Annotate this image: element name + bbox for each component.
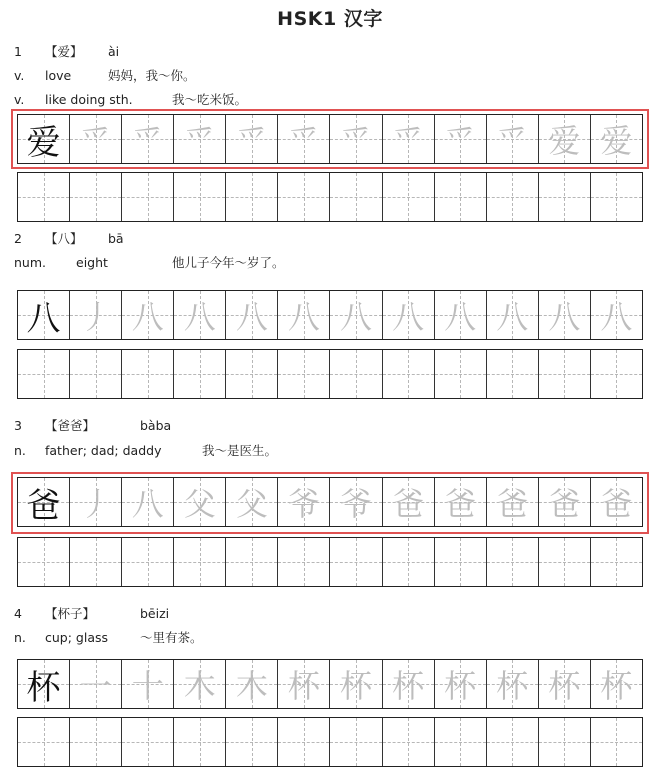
stroke-step-glyph: 爫 (131, 122, 164, 160)
part-of-speech: n. (14, 630, 26, 645)
practice-cell[interactable] (539, 718, 591, 766)
example-sentence: 妈妈，我～你。 (108, 68, 196, 83)
model-character-cell (18, 291, 70, 339)
practice-cell[interactable] (70, 173, 122, 221)
stroke-step-cell (278, 478, 330, 526)
stroke-step-glyph: 丿 (79, 298, 112, 336)
model-character: 八 (26, 298, 61, 339)
practice-cell[interactable] (383, 173, 435, 221)
stroke-order-grid (17, 477, 643, 527)
stroke-step-cell (70, 115, 122, 163)
example-sentence: 我～吃米饭。 (172, 92, 248, 107)
entry-pinyin: bàba (140, 418, 172, 433)
practice-cell[interactable] (330, 718, 382, 766)
practice-cell[interactable] (70, 538, 122, 586)
stroke-step-cell (539, 478, 591, 526)
stroke-step-cell (330, 291, 382, 339)
stroke-step-glyph: 爫 (392, 122, 425, 160)
practice-cell[interactable] (226, 538, 278, 586)
stroke-step-glyph: 杯 (287, 667, 320, 705)
practice-cell[interactable] (174, 350, 226, 398)
practice-cell[interactable] (18, 350, 70, 398)
practice-cell[interactable] (487, 173, 539, 221)
model-character-cell (18, 660, 70, 708)
stroke-step-glyph: 父 (235, 485, 268, 523)
stroke-step-cell (487, 660, 539, 708)
stroke-order-grid (17, 659, 643, 709)
practice-grid (17, 537, 643, 587)
practice-cell[interactable] (122, 718, 174, 766)
stroke-step-cell (226, 291, 278, 339)
practice-grid (17, 349, 643, 399)
stroke-step-cell (591, 115, 642, 163)
entry-headword: 【爱】 (45, 44, 83, 59)
stroke-step-glyph: 木 (183, 667, 216, 705)
stroke-step-cell (383, 291, 435, 339)
part-of-speech: num. (14, 255, 46, 270)
practice-cell[interactable] (330, 350, 382, 398)
stroke-step-cell (487, 291, 539, 339)
practice-cell[interactable] (18, 718, 70, 766)
practice-cell[interactable] (226, 718, 278, 766)
stroke-step-glyph: 爫 (496, 122, 529, 160)
stroke-step-cell (278, 660, 330, 708)
entry-pinyin: ài (108, 44, 120, 59)
stroke-step-glyph: 爱 (600, 122, 633, 160)
entry-headword: 【八】 (45, 231, 83, 246)
stroke-step-glyph: 杯 (548, 667, 581, 705)
stroke-step-glyph: 爫 (235, 122, 268, 160)
stroke-step-cell (487, 115, 539, 163)
stroke-step-cell (226, 478, 278, 526)
stroke-step-cell (122, 291, 174, 339)
practice-cell[interactable] (174, 538, 226, 586)
stroke-step-cell (435, 660, 487, 708)
entry-headword: 【杯子】 (45, 606, 96, 621)
practice-cell[interactable] (487, 538, 539, 586)
stroke-step-cell (174, 660, 226, 708)
stroke-step-cell (591, 291, 642, 339)
stroke-step-cell (539, 115, 591, 163)
practice-cell[interactable] (174, 173, 226, 221)
stroke-step-cell (278, 115, 330, 163)
stroke-step-glyph: 八 (235, 298, 268, 336)
stroke-step-cell (539, 291, 591, 339)
stroke-step-glyph: 爸 (600, 485, 633, 523)
stroke-step-cell (70, 660, 122, 708)
stroke-step-cell (174, 115, 226, 163)
stroke-step-glyph: 十 (131, 667, 164, 705)
stroke-step-glyph: 爫 (79, 122, 112, 160)
practice-cell[interactable] (122, 538, 174, 586)
practice-cell[interactable] (435, 350, 487, 398)
stroke-step-glyph: 八 (444, 298, 477, 336)
practice-cell[interactable] (122, 173, 174, 221)
stroke-step-glyph: 爸 (444, 485, 477, 523)
stroke-step-cell (174, 478, 226, 526)
example-sentence: 他儿子今年～岁了。 (172, 255, 285, 270)
practice-cell[interactable] (591, 718, 642, 766)
stroke-step-glyph: 八 (287, 298, 320, 336)
practice-cell[interactable] (278, 538, 330, 586)
entry-number: 1 (14, 44, 22, 59)
entry-number: 3 (14, 418, 22, 433)
stroke-step-cell (539, 660, 591, 708)
practice-cell[interactable] (435, 173, 487, 221)
practice-cell[interactable] (539, 173, 591, 221)
stroke-step-cell (487, 478, 539, 526)
stroke-order-grid (17, 290, 643, 340)
practice-cell[interactable] (70, 350, 122, 398)
practice-cell[interactable] (18, 538, 70, 586)
stroke-step-cell (122, 660, 174, 708)
part-of-speech: v. (14, 92, 25, 107)
english-meaning: love (45, 68, 72, 83)
stroke-step-glyph: 八 (600, 298, 633, 336)
stroke-step-glyph: 杯 (600, 667, 633, 705)
stroke-step-cell (435, 291, 487, 339)
stroke-step-cell (591, 660, 642, 708)
stroke-step-glyph: 爸 (496, 485, 529, 523)
stroke-step-glyph: 八 (392, 298, 425, 336)
stroke-step-cell (330, 478, 382, 526)
stroke-step-cell (383, 660, 435, 708)
practice-cell[interactable] (330, 173, 382, 221)
practice-cell[interactable] (18, 173, 70, 221)
practice-cell[interactable] (278, 350, 330, 398)
stroke-step-cell (435, 115, 487, 163)
stroke-step-glyph: 杯 (496, 667, 529, 705)
stroke-step-glyph: 爷 (287, 485, 320, 523)
entry-number: 2 (14, 231, 22, 246)
stroke-step-cell (330, 660, 382, 708)
stroke-step-glyph: 爸 (548, 485, 581, 523)
stroke-step-cell (278, 291, 330, 339)
stroke-step-cell (70, 291, 122, 339)
stroke-step-glyph: 一 (79, 667, 112, 705)
english-meaning: like doing sth. (45, 92, 133, 107)
practice-cell[interactable] (383, 538, 435, 586)
practice-cell[interactable] (174, 718, 226, 766)
example-sentence: ～里有茶。 (140, 630, 203, 645)
practice-cell[interactable] (435, 718, 487, 766)
practice-cell[interactable] (487, 718, 539, 766)
practice-cell[interactable] (591, 173, 642, 221)
practice-cell[interactable] (591, 350, 642, 398)
practice-grid (17, 172, 643, 222)
english-meaning: father; dad; daddy (45, 443, 162, 458)
stroke-step-cell (383, 478, 435, 526)
stroke-order-grid (17, 114, 643, 164)
stroke-step-glyph: 爫 (287, 122, 320, 160)
practice-cell[interactable] (330, 538, 382, 586)
stroke-step-glyph: 八 (340, 298, 373, 336)
stroke-step-glyph: 爷 (340, 485, 373, 523)
stroke-step-cell (435, 478, 487, 526)
stroke-step-cell (226, 115, 278, 163)
stroke-step-glyph: 八 (183, 298, 216, 336)
stroke-step-glyph: 杯 (392, 667, 425, 705)
model-character-cell (18, 115, 70, 163)
entry-number: 4 (14, 606, 22, 621)
stroke-step-glyph: 木 (235, 667, 268, 705)
stroke-step-cell (383, 115, 435, 163)
part-of-speech: v. (14, 68, 25, 83)
model-character: 杯 (26, 667, 61, 708)
practice-cell[interactable] (539, 350, 591, 398)
stroke-step-glyph: 杯 (340, 667, 373, 705)
english-meaning: eight (76, 255, 108, 270)
stroke-step-glyph: 杯 (444, 667, 477, 705)
practice-cell[interactable] (435, 538, 487, 586)
practice-cell[interactable] (539, 538, 591, 586)
model-character: 爱 (26, 122, 61, 163)
practice-cell[interactable] (226, 173, 278, 221)
stroke-step-cell (330, 115, 382, 163)
stroke-step-glyph: 爱 (548, 122, 581, 160)
entry-pinyin: bēizi (140, 606, 170, 621)
page-title: HSK1 汉字 (277, 8, 383, 30)
model-character-cell (18, 478, 70, 526)
stroke-step-glyph: 爫 (183, 122, 216, 160)
stroke-step-glyph: 八 (548, 298, 581, 336)
stroke-step-cell (70, 478, 122, 526)
example-sentence: 我～是医生。 (202, 443, 278, 458)
stroke-step-cell (174, 291, 226, 339)
stroke-step-glyph: 八 (131, 298, 164, 336)
practice-grid (17, 717, 643, 767)
practice-cell[interactable] (383, 718, 435, 766)
stroke-step-cell (122, 478, 174, 526)
practice-cell[interactable] (383, 350, 435, 398)
stroke-step-cell (226, 660, 278, 708)
stroke-step-glyph: 爸 (392, 485, 425, 523)
stroke-step-cell (122, 115, 174, 163)
practice-cell[interactable] (278, 718, 330, 766)
model-character: 爸 (26, 485, 61, 526)
english-meaning: cup; glass (45, 630, 109, 645)
stroke-step-glyph: 爫 (444, 122, 477, 160)
practice-cell[interactable] (591, 538, 642, 586)
stroke-step-glyph: 丿 (79, 485, 112, 523)
stroke-step-glyph: 爫 (340, 122, 373, 160)
practice-cell[interactable] (70, 718, 122, 766)
practice-cell[interactable] (487, 350, 539, 398)
entry-pinyin: bā (108, 231, 124, 246)
stroke-step-glyph: 八 (496, 298, 529, 336)
stroke-step-cell (591, 478, 642, 526)
entry-headword: 【爸爸】 (45, 418, 96, 433)
practice-cell[interactable] (278, 173, 330, 221)
stroke-step-glyph: 八 (131, 485, 164, 523)
stroke-step-glyph: 父 (183, 485, 216, 523)
part-of-speech: n. (14, 443, 26, 458)
practice-cell[interactable] (226, 350, 278, 398)
practice-cell[interactable] (122, 350, 174, 398)
